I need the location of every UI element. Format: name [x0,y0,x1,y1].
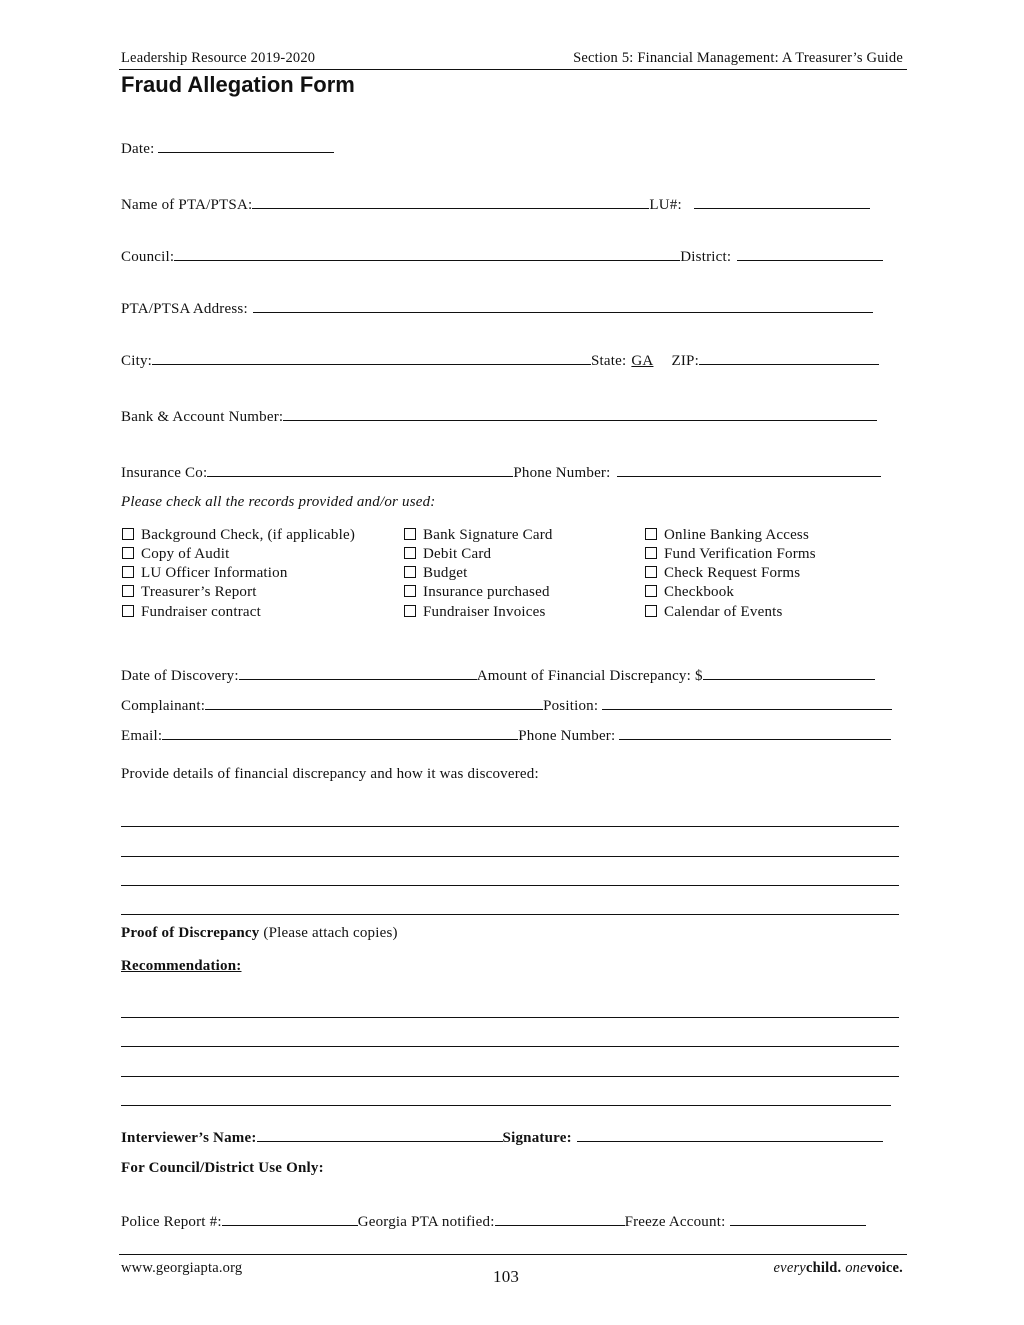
bank-field [121,406,877,426]
complainant-input-line[interactable] [205,695,543,710]
checkbox-calendar-of-events[interactable]: Calendar of Events [645,604,783,621]
freeze-account-input-line[interactable] [730,1211,866,1226]
date-label: Date: [121,141,155,157]
details-line[interactable] [121,826,899,827]
address-input-line[interactable] [253,298,873,313]
city-label: City: [121,353,153,369]
details-line[interactable] [121,914,899,915]
complainant-label: Complainant: [121,698,206,714]
address-field [121,298,873,318]
checkbox-fundraiser-invoices[interactable]: Fundraiser Invoices [404,604,546,621]
recommendation-heading: Recommendation: [121,958,242,974]
interviewer-label: Interviewer’s Name: [121,1130,257,1146]
freeze-account-label: Freeze Account: [624,1214,726,1230]
recommendation-line[interactable] [121,1046,899,1047]
bank-input-line[interactable] [283,406,877,421]
footer-website: www.georgiapta.org [121,1260,243,1276]
email-field [121,725,891,745]
council-field [121,246,883,266]
police-report-label: Police Report #: [121,1214,222,1230]
details-prompt: Provide details of financial discrepancy and how it was discovered: [121,766,539,782]
pta-name-input-line[interactable] [252,194,649,209]
checkbox-treasurers-report[interactable]: Treasurer’s Report [122,584,257,601]
checkbox-icon[interactable] [645,547,657,559]
checkbox-icon[interactable] [122,528,134,540]
checkbox-icon[interactable] [645,585,657,597]
police-report-input-line[interactable] [222,1211,358,1226]
checkbox-icon[interactable] [404,566,416,578]
amount-label: Amount of Financial Discrepancy: $ [476,668,703,684]
phone-input-line-1[interactable] [617,462,881,477]
page-title: Fraud Allegation Form [121,72,355,97]
checkbox-checkbook[interactable]: Checkbook [645,584,734,601]
date-of-discovery-input-line[interactable] [239,665,477,680]
checkbox-background-check[interactable]: Background Check, (if applicable) [122,527,355,544]
interviewer-input-line[interactable] [257,1127,503,1142]
phone-label-1: Phone Number: [513,465,611,481]
checkbox-check-request[interactable]: Check Request Forms [645,565,800,582]
council-input-line[interactable] [174,246,680,261]
proof-of-discrepancy [121,925,398,942]
checkbox-online-banking[interactable]: Online Banking Access [645,527,809,544]
checkbox-icon[interactable] [122,566,134,578]
checkbox-icon[interactable] [645,566,657,578]
checkbox-bank-signature-card[interactable]: Bank Signature Card [404,527,553,544]
date-field [121,138,334,158]
lu-label: LU#: [649,197,682,213]
pta-name-field [121,194,870,214]
state-value: GA [631,353,654,369]
records-prompt: Please check all the records provided and/or used: [121,494,436,510]
checkbox-fundraiser-contract[interactable]: Fundraiser contract [122,604,261,621]
checkbox-icon[interactable] [645,605,657,617]
recommendation-line[interactable] [121,1076,899,1077]
lu-input-line[interactable] [694,194,870,209]
zip-label: ZIP: [671,353,699,369]
proof-note: (Please attach copies) [259,925,398,941]
checkbox-fund-verification[interactable]: Fund Verification Forms [645,546,816,563]
interviewer-field [121,1127,883,1147]
city-input-line[interactable] [152,350,591,365]
checkbox-icon[interactable] [404,547,416,559]
address-label: PTA/PTSA Address: [121,301,248,317]
date-input-line[interactable] [158,138,334,153]
georgia-notified-label: Georgia PTA notified: [357,1214,495,1230]
signature-label: Signature: [502,1130,572,1146]
checkbox-icon[interactable] [645,528,657,540]
checkbox-icon[interactable] [404,585,416,597]
council-label: Council: [121,249,175,265]
checkbox-icon[interactable] [122,585,134,597]
council-use-heading: For Council/District Use Only: [121,1160,324,1176]
amount-input-line[interactable] [703,665,875,680]
checkbox-icon[interactable] [404,605,416,617]
complainant-field [121,695,892,715]
details-line[interactable] [121,856,899,857]
pta-name-label: Name of PTA/PTSA: [121,197,253,213]
state-label: State: [591,353,627,369]
phone-label-2: Phone Number: [518,728,616,744]
checkbox-budget[interactable]: Budget [404,565,468,582]
phone-input-line-2[interactable] [619,725,891,740]
district-input-line[interactable] [737,246,883,261]
checkbox-insurance-purchased[interactable]: Insurance purchased [404,584,550,601]
insurance-label: Insurance Co: [121,465,208,481]
city-field [121,350,879,370]
recommendation-line[interactable] [121,1105,891,1106]
footer-rule [119,1254,907,1255]
page-number: 103 [493,1267,520,1286]
checkbox-copy-of-audit[interactable]: Copy of Audit [122,546,229,563]
district-label: District: [680,249,732,265]
recommendation-line[interactable] [121,1017,899,1018]
position-label: Position: [543,698,599,714]
date-of-discovery-label: Date of Discovery: [121,668,239,684]
footer-slogan: everychild. onevoice. [773,1260,903,1276]
checkbox-debit-card[interactable]: Debit Card [404,546,491,563]
council-use-fields [121,1211,866,1231]
insurance-input-line[interactable] [207,462,513,477]
details-line[interactable] [121,885,899,886]
discovery-field [121,665,875,685]
zip-input-line[interactable] [699,350,879,365]
checkbox-icon[interactable] [122,605,134,617]
proof-label: Proof of Discrepancy [121,925,260,941]
georgia-notified-input-line[interactable] [495,1211,625,1226]
header-right: Section 5: Financial Management: A Treasurer’s Guide [573,50,903,66]
email-label: Email: [121,728,163,744]
email-input-line[interactable] [162,725,518,740]
header-left: Leadership Resource 2019-2020 [121,50,316,66]
bank-label: Bank & Account Number: [121,409,284,425]
insurance-field [121,462,881,482]
header-rule [119,69,907,70]
checkbox-icon[interactable] [122,547,134,559]
checkbox-icon[interactable] [404,528,416,540]
signature-input-line[interactable] [577,1127,883,1142]
checkbox-lu-officer-info[interactable]: LU Officer Information [122,565,288,582]
position-input-line[interactable] [602,695,892,710]
